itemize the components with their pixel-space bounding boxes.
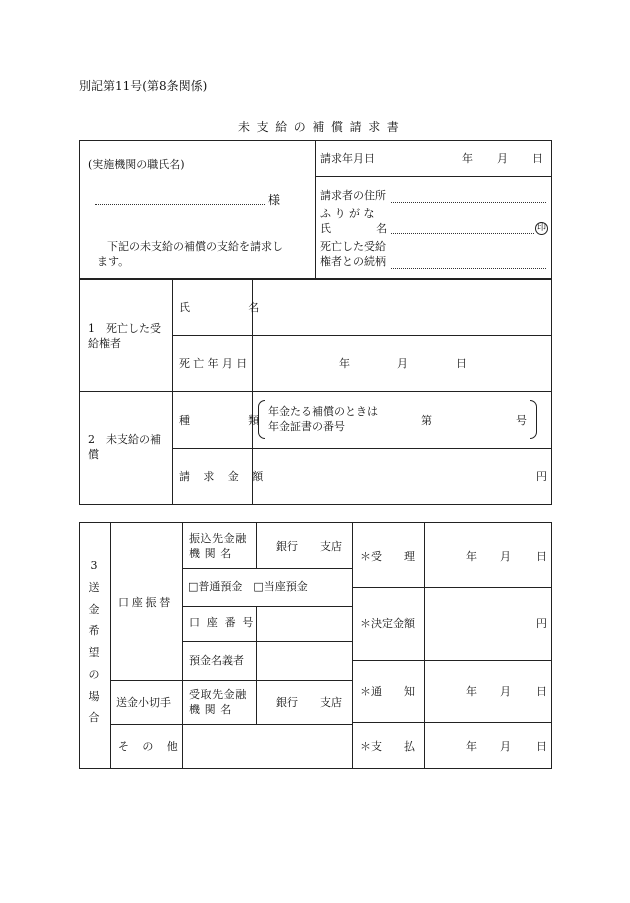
- claim-date-label: 請求年月日: [320, 152, 375, 165]
- death-date-label: 死亡年月日: [179, 357, 251, 370]
- notified-label: ＊通 知: [360, 685, 415, 698]
- seal-mark: 印: [536, 223, 546, 233]
- section3-vertical-label: 3 送 金 希 望 の 場 合: [88, 559, 100, 725]
- account-number-label: 口 座 番 号: [189, 616, 256, 629]
- remittance-box: [79, 522, 552, 769]
- death-month-unit: 月: [397, 357, 408, 370]
- address-field[interactable]: [391, 202, 546, 203]
- deceased-and-benefit-box: [79, 279, 552, 505]
- agency-name-field[interactable]: [95, 204, 265, 205]
- pension-note: 年金たる補償のときは 年金証書の番号: [268, 405, 378, 433]
- right-bracket: [530, 400, 537, 439]
- notified-month-unit: 月: [500, 685, 511, 698]
- form-title: 未支給の補償請求書: [238, 120, 406, 134]
- bank-name-label: 振込先金融 機 関 名: [189, 532, 247, 560]
- money-order-label: 送金小切手: [116, 696, 171, 709]
- death-year-unit: 年: [339, 357, 350, 370]
- paid-month-unit: 月: [500, 740, 511, 753]
- account-holder-label: 預金名義者: [189, 654, 244, 667]
- relation-label: 死亡した受給 権者との続柄: [320, 240, 386, 268]
- request-text: 下記の未支給の補償の支給を請求し ます。: [97, 240, 283, 269]
- sama-label: 様: [268, 193, 281, 207]
- other-label: そ の 他: [118, 740, 183, 753]
- section1-label: 1 死亡した受 給権者: [88, 322, 161, 350]
- benefit-type-label: 種 類: [179, 414, 272, 427]
- receiving-bank-label: 受取先金融 機 関 名: [189, 688, 247, 716]
- paid-year-unit: 年: [466, 740, 477, 753]
- claim-year-unit: 年: [462, 152, 473, 165]
- received-month-unit: 月: [500, 550, 511, 563]
- section2-label: 2 未支給の補 償: [88, 433, 161, 461]
- go-label: 号: [516, 414, 527, 427]
- left-bracket: [258, 400, 265, 439]
- notified-year-unit: 年: [466, 685, 477, 698]
- claim-day-unit: 日: [532, 152, 543, 165]
- received-year-unit: 年: [466, 550, 477, 563]
- bank-branch-value: 銀行 支店: [276, 540, 342, 553]
- paid-day-unit: 日: [536, 740, 547, 753]
- form-number: 別記第11号(第8条関係): [79, 79, 208, 93]
- notified-day-unit: 日: [536, 685, 547, 698]
- relation-field[interactable]: [391, 268, 546, 269]
- claim-month-unit: 月: [497, 152, 508, 165]
- name-label: 氏 名: [320, 222, 395, 235]
- received-day-unit: 日: [536, 550, 547, 563]
- claim-amount-label: 請 求 金 額: [179, 470, 269, 483]
- deceased-name-label: 氏 名: [179, 301, 272, 314]
- dai-label: 第: [421, 414, 432, 427]
- name-field[interactable]: [391, 233, 534, 234]
- address-label: 請求者の住所: [320, 189, 386, 202]
- deposit-type-options[interactable]: □普通預金 □当座預金: [188, 580, 308, 593]
- paid-label: ＊支 払: [360, 740, 415, 753]
- received-label: ＊受 理: [360, 550, 415, 563]
- decided-amount-label: ＊決定金額: [360, 617, 415, 630]
- furigana-label: ふ り が な: [320, 207, 375, 220]
- receiving-bank-branch-value: 銀行 支店: [276, 696, 342, 709]
- yen-label: 円: [536, 470, 547, 483]
- agency-label: (実施機関の職氏名): [88, 158, 185, 171]
- account-transfer-label: 口座振替: [118, 596, 173, 609]
- death-day-unit: 日: [456, 357, 467, 370]
- decided-yen-unit: 円: [536, 617, 547, 630]
